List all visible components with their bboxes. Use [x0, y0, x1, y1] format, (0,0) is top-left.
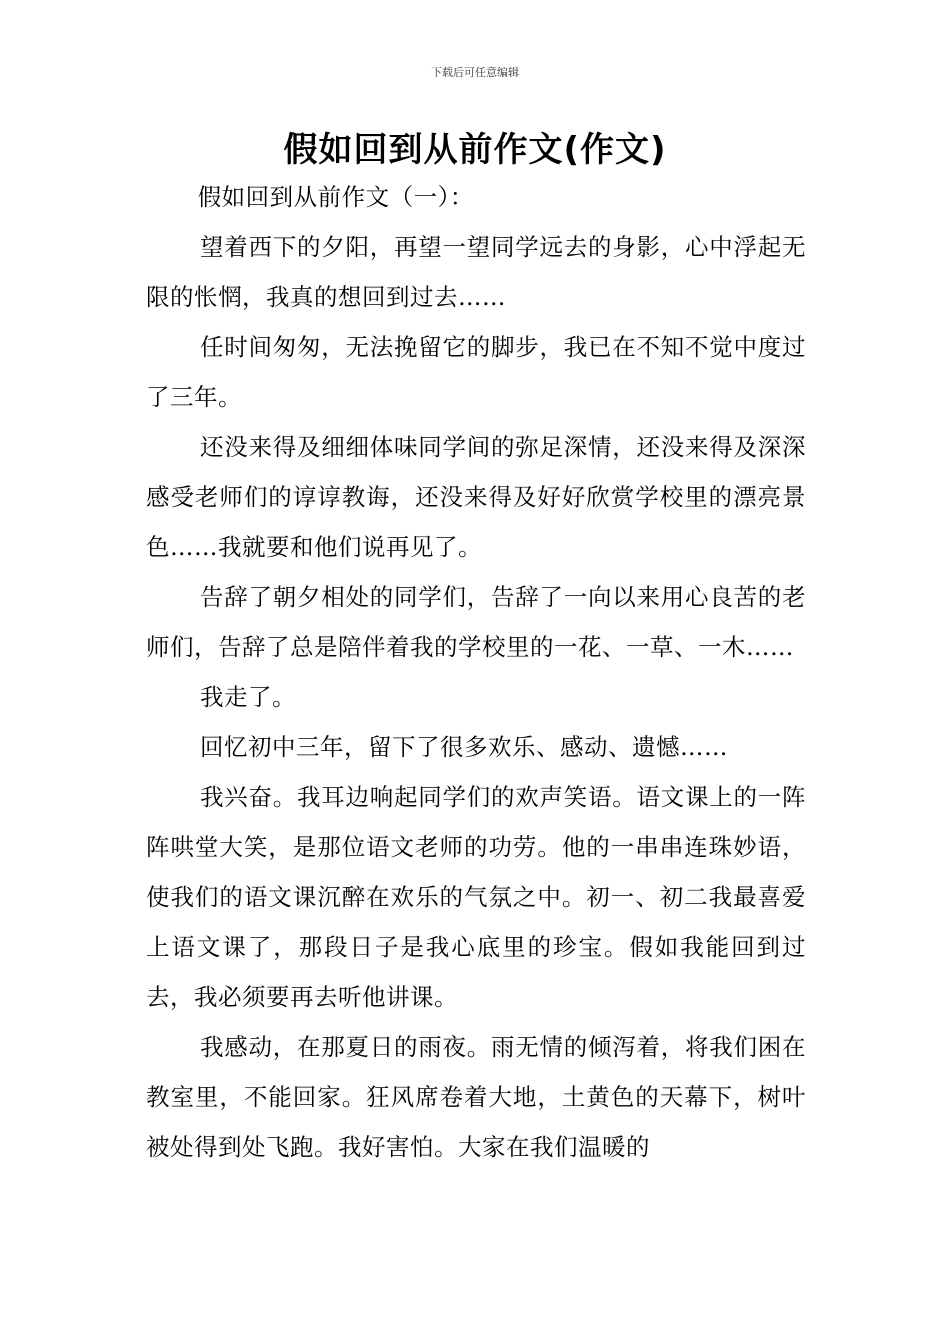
document-body	[146, 172, 806, 1172]
paragraph: 望着西下的夕阳，再望一望同学远去的身影，心中浮起无限的怅惘，我真的想回到过去……	[146, 233, 806, 311]
paragraph: 告辞了朝夕相处的同学们，告辞了一向以来用心良苦的老师们，告辞了总是陪伴着我的学校里的一花、一草、一木……	[146, 583, 806, 661]
paragraph: 我兴奋。我耳边响起同学们的欢声笑语。语文课上的一阵阵哄堂大笑，是那位语文老师的功劳。他的一串串连珠妙语，使我们的语文课沉醉在欢乐的气氛之中。初一、初二我最喜爱上语文课了，那段日子是我心底里的珍宝。假如我能回到过去，我必须要再去听他讲课。	[146, 783, 806, 1011]
header-note: 下载后可任意编辑	[431, 66, 519, 79]
paragraph: 我感动，在那夏日的雨夜。雨无情的倾泻着，将我们困在教室里，不能回家。狂风席卷着大地，土黄色的天幕下，树叶被处得到处飞跑。我好害怕。大家在我们温暖的	[146, 1033, 806, 1161]
paragraph: 我走了。	[200, 683, 297, 711]
paragraph: 还没来得及细细体味同学间的弥足深情，还没来得及深深感受老师们的谆谆教诲，还没来得及好好欣赏学校里的漂亮景色……我就要和他们说再见了。	[146, 433, 806, 561]
paragraph: 回忆初中三年，留下了很多欢乐、感动、遗憾……	[200, 733, 729, 761]
section-subtitle: 假如回到从前作文（一）：	[197, 183, 474, 211]
document-title: 假如回到从前作文(作文)	[283, 130, 667, 170]
paragraph: 任时间匆匆，无法挽留它的脚步，我已在不知不觉中度过了三年。	[146, 333, 806, 411]
